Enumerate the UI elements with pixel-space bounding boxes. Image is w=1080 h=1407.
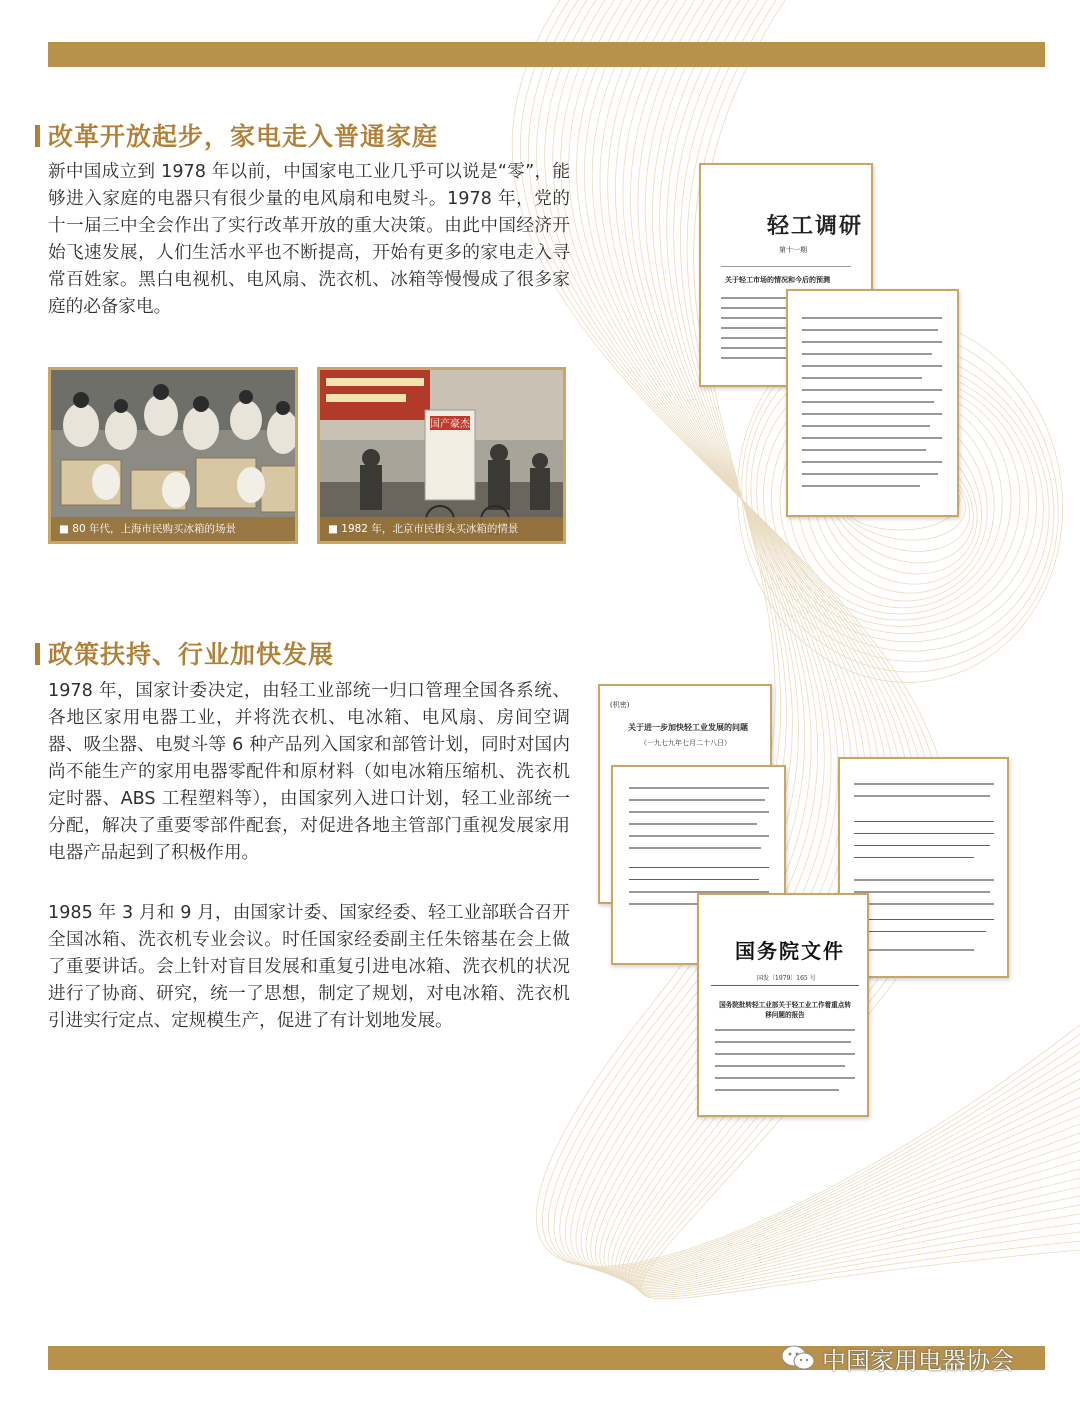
footer-wechat-logo (780, 1341, 1014, 1375)
council-subject: 国务院批转轻工业部关于轻工业工作着重点转移问题的报告 (719, 1001, 851, 1019)
state-council-document (697, 893, 869, 1117)
report-date: （一九七九年七月二十八日） (640, 739, 731, 747)
report-title: 关于进一步加快轻工业发展的问题 (628, 722, 748, 732)
journal-issue: 第十一期 (779, 246, 807, 254)
photo-caption: ■ 80 年代，上海市民购买冰箱的场景 (51, 517, 295, 541)
footer-org-name: 中国家用电器协会 (822, 1346, 1014, 1375)
journal-headline: 关于轻工市场的情况和今后的预测 (725, 275, 830, 284)
photo-shanghai-fridge-buying (48, 367, 298, 544)
photo-beijing-fridge-street (317, 367, 566, 544)
section2-title: 政策扶持、行业加快发展 (48, 640, 335, 669)
report-tag: (机密) (610, 701, 630, 709)
council-red-rule (711, 985, 859, 986)
heading-accent-bar (35, 643, 40, 665)
section1-paragraph: 新中国成立到 1978 年以前，中国家电工业几乎可以说是“零”，能够进入家庭的电器只有很少量的电风扇和电熨斗。1978 年，党的十一届三中全会作出了实行改革开放的重大决策。由此中国经济开始飞速发展，人们生活水平也不断提高，开始有更多的家电走入寻常百姓家。黑白电视机、电风扇、洗衣机、冰箱等慢慢成了很多家庭的必备家电。 (48, 162, 570, 317)
top-decorative-band (48, 42, 1045, 67)
box-sign-text: 国产豪杰 (430, 419, 470, 430)
wechat-icon (780, 1344, 816, 1372)
journal-page-2 (786, 289, 959, 517)
journal-title: 轻工调研 (767, 213, 864, 239)
council-number: 国发〔1979〕165 号 (757, 975, 816, 982)
section2-paragraph-1: 1978 年，国家计委决定，由轻工业部统一归口管理全国各系统、各地区家用电器工业，并将洗衣机、电冰箱、电风扇、房间空调器、吸尘器、电熨斗等 6 种产品列入国家和部管计划，同时对国内尚不能生产的家用电器零配件和原材料（如电冰箱压缩机、洗衣机定时器、ABS 工程塑料等），由国家列入进口计划，轻工业部统一分配，解决了重要零部件配套，对促进各地主管部门重视发展家用电器产品起到了积极作用。 (48, 681, 570, 863)
section1-title: 改革开放起步，家电走入普通家庭 (48, 122, 439, 151)
section2-heading (35, 635, 334, 671)
section2-paragraph-2: 1985 年 3 月和 9 月，由国家计委、国家经委、轻工业部联合召开全国冰箱、洗衣机专业会议。时任国家经委副主任朱镕基在会上做了重要讲话。会上针对盲目发展和重复引进电冰箱、洗衣机的状况进行了协商、研究，统一了思想，制定了规划，对电冰箱、洗衣机引进实行定点、定规模生产，促进了有计划地发展。 (48, 903, 570, 1031)
section1-heading (35, 117, 438, 153)
photo-caption: ■ 1982 年，北京市民街头买冰箱的情景 (320, 517, 563, 541)
council-header: 国务院文件 (735, 939, 845, 963)
heading-accent-bar (35, 125, 40, 147)
